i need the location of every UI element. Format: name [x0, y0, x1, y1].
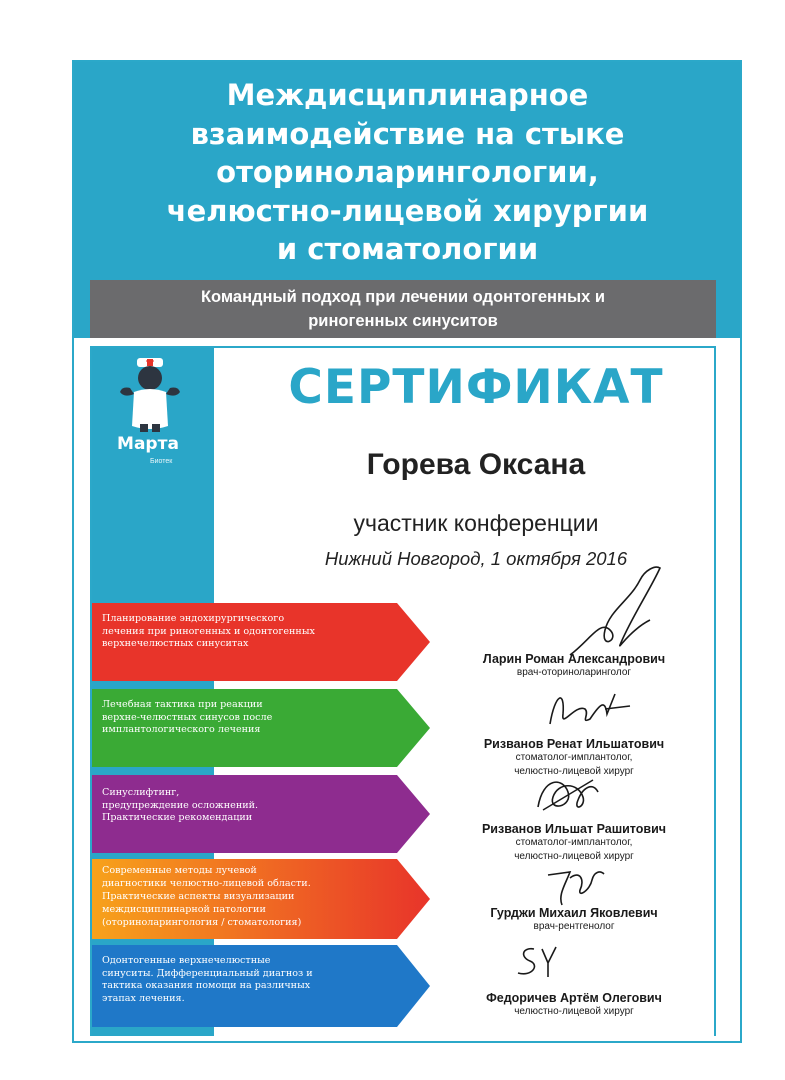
signer-name: Федоричев Артём Олегович — [486, 991, 662, 1005]
topic-text — [102, 699, 402, 737]
position-line: челюстно-лицевой хирург — [514, 851, 634, 862]
recipient-name: Горева Оксана — [366, 448, 586, 481]
signature-2 — [545, 684, 635, 734]
topic-line: лечения при риногенных и одонтогенных — [102, 625, 315, 637]
topic-line: (оториноларингология / стоматология) — [102, 917, 302, 928]
recipient-role: участник конференции — [353, 510, 599, 536]
topic-arrow — [92, 689, 430, 767]
topic-text — [102, 955, 402, 1005]
position-line: стоматолог-имплантолог, — [515, 752, 633, 763]
signer — [438, 991, 710, 1019]
certificate-heading: СЕРТИФИКАТ — [288, 360, 664, 415]
signature-5 — [512, 943, 562, 983]
signer — [438, 906, 710, 934]
position-line: челюстно-лицевой хирург — [514, 766, 634, 777]
signer-position — [438, 836, 710, 864]
topic-line: Лечебная тактика при реакции — [102, 699, 263, 710]
topic-line: Практические аспекты визуализации — [102, 891, 295, 902]
topic-line: предупреждение осложнений. — [102, 799, 259, 811]
subtitle-line: Командный подход при лечении одонтогенных и — [200, 288, 605, 306]
signer-name: Ризванов Ренат Ильшатович — [483, 737, 665, 751]
topic-line: Планирование эндохирургического — [102, 613, 285, 624]
title-line: и стоматологии — [276, 232, 539, 266]
topic-line: имплантологического лечения — [102, 724, 261, 735]
topic-arrow — [92, 945, 430, 1027]
conference-subtitle — [95, 285, 711, 333]
signer-name: Ларин Роман Александрович — [482, 652, 666, 666]
place-date: Нижний Новгород, 1 октября 2016 — [324, 548, 628, 569]
signer-name: Ризванов Ильшат Рашитович — [481, 822, 667, 836]
topic-line: Практические рекомендации — [102, 812, 253, 823]
topic-line: верхне-челюстных синусов после — [102, 711, 273, 723]
signer — [438, 822, 710, 864]
topic-arrow — [92, 859, 430, 939]
signer-position — [438, 751, 710, 779]
topic-line: Одонтогенные верхнечелюстные — [102, 955, 271, 966]
topic-text — [102, 787, 402, 825]
position-line: врач-оториноларинголог — [516, 667, 632, 678]
signer-position — [438, 920, 710, 934]
title-line: оториноларингологии, — [216, 155, 599, 189]
title-line: челюстно-лицевой хирургии — [166, 193, 649, 228]
conference-title — [100, 76, 715, 269]
signer-position — [438, 666, 710, 680]
topic-text — [102, 613, 402, 651]
signer — [438, 652, 710, 680]
topic-line: тактика оказания помощи на различных — [102, 980, 311, 991]
topic-line: этапах лечения. — [102, 992, 185, 1004]
signature-1 — [560, 560, 670, 665]
signer-name: Гурджи Михаил Яковлевич — [490, 906, 658, 920]
topic-text — [102, 864, 402, 929]
subtitle-line: риногенных синуситов — [308, 312, 498, 330]
nurse-mascot-icon — [110, 356, 190, 434]
topic-line: Современные методы лучевой — [102, 865, 257, 876]
topic-line: верхнечелюстных синуситах — [102, 638, 249, 649]
logo-name: Марта — [117, 434, 179, 454]
topic-arrow — [92, 603, 430, 681]
position-line: челюстно-лицевой хирург — [514, 1006, 634, 1017]
signature-4 — [540, 860, 610, 910]
topic-line: междисциплинарной патологии — [102, 904, 266, 915]
position-line: стоматолог-имплантолог, — [515, 837, 633, 848]
title-line: взаимодействие на стыке — [190, 116, 625, 151]
logo-subtitle: Биотек — [150, 458, 173, 465]
topic-line: синуситы. Дифференциальный диагноз и — [102, 967, 313, 979]
topic-line: Синуслифтинг, — [102, 787, 180, 798]
topic-arrow — [92, 775, 430, 853]
signer-position — [438, 1005, 710, 1019]
position-line: врач-рентгенолог — [533, 921, 615, 932]
signer — [438, 737, 710, 779]
topic-line: диагностики челюстно-лицевой области. — [102, 878, 311, 889]
title-line: Междисциплинарное — [226, 78, 589, 112]
